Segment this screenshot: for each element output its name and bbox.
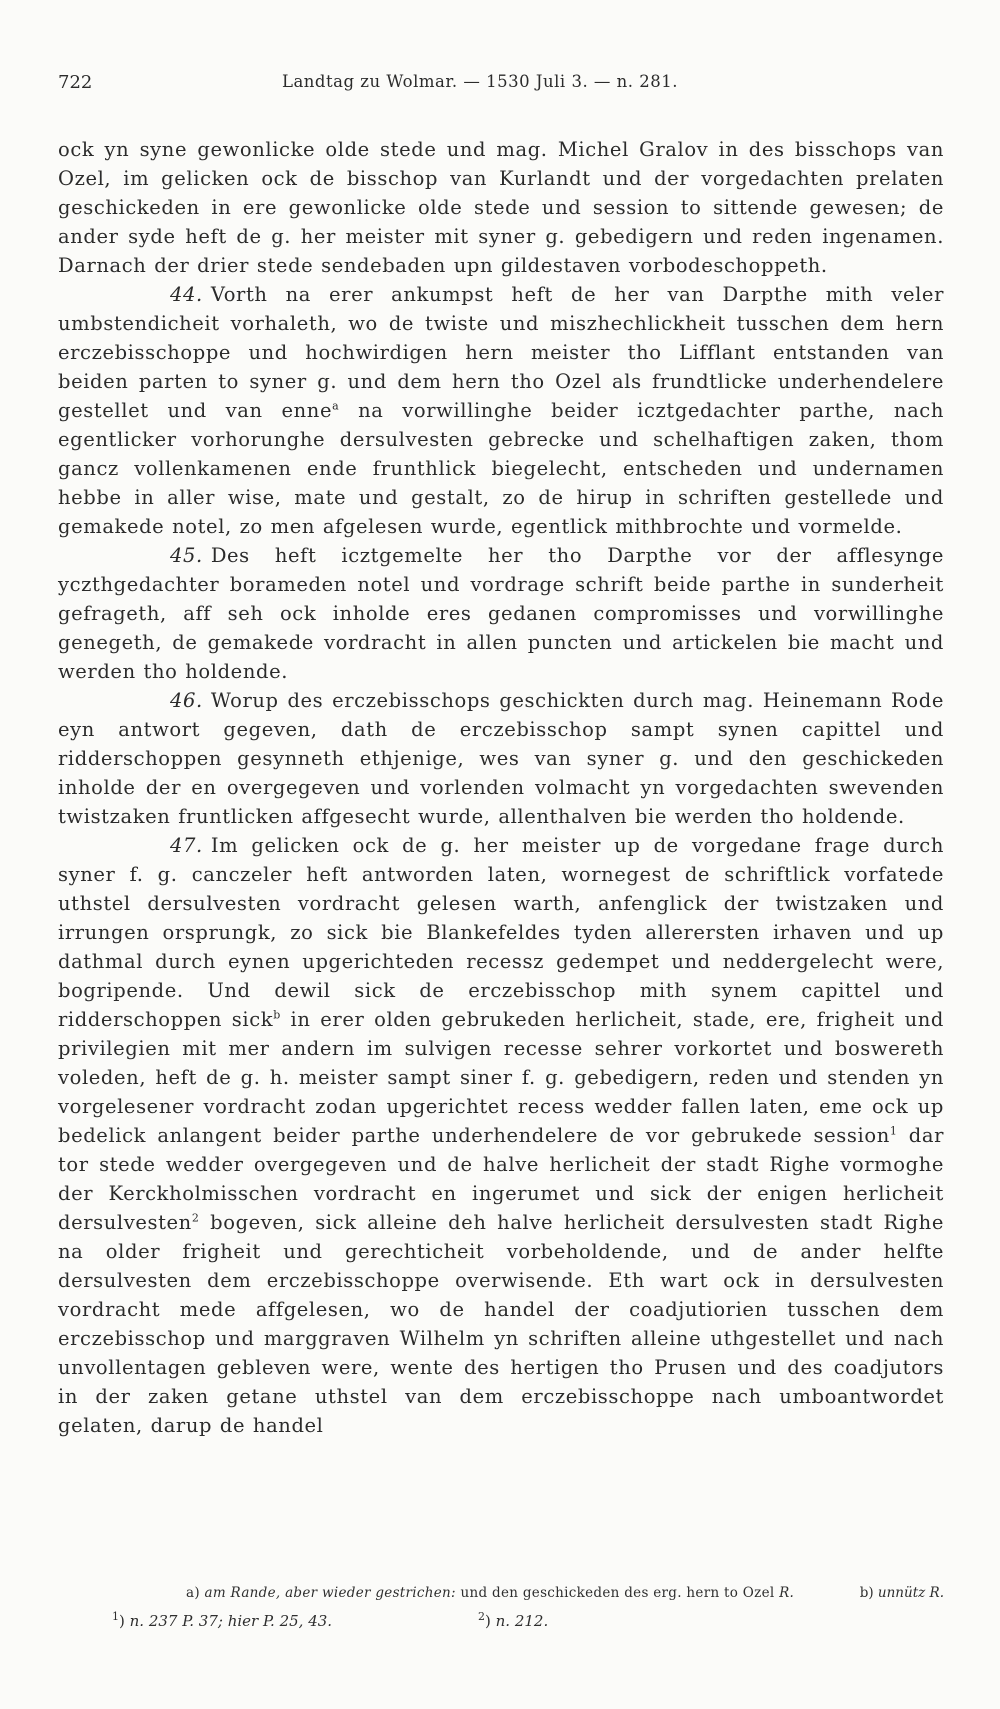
footnote-a-italic: am Rande, aber wieder gestrichen: (204, 1585, 456, 1601)
intro-text: ock yn syne gewonlicke olde stede und mag. Michel Gralov in des bisschops van Ozel, im gelicken ock de bisschop van Kurlandt und der vorgedachten prelaten geschickeden in ere gewonlicke olde stede und session to sittende gewesen; de ander syde heft de g. her meister mit syner g. gebedigern und reden ingenamen. Darnach der drier stede sendebaden upn gildestaven vorbodeschoppeth. (58, 138, 944, 277)
section-45 (58, 541, 944, 686)
page-header (58, 72, 948, 102)
section-44 (58, 280, 944, 541)
body-text (58, 135, 944, 1440)
section-number: 45. (170, 544, 203, 567)
running-head: Landtag zu Wolmar. — 1530 Juli 3. — n. 281. (282, 72, 679, 91)
section-number: 46. (170, 689, 203, 712)
section-47-text-a: Im gelicken ock de g. her meister up de vorgedane frage durch syner f. g. canczeler heft antworden laten, wornegest de schriftlick vorfatede uthstel dersulvesten vordracht gelesen warth, anfenglick der twistzaken und irrungen orsprungk, zo sick bie Blankefeldes tyden allerersten irhaven und up dathmal durch eynen upgerichteden recessz gedempet und neddergelecht were, bogripende. Und dewil sick de erczebisschop mith synem capittel und ridderschoppen sick (58, 834, 944, 1031)
reference-notes (58, 1610, 944, 1636)
section-44-text-b: na vorwillinghe beider icztgedachter parthe, nach egentlicker vorhorunghe dersulvesten gebrecke und schelhaftigen zaken, thom gancz vollenkamenen ende frunthlick biegelecht, entscheden und undernamen hebbe in aller wise, mate und gestalt, zo de hirup in schriften gestellede und gemakede notel, zo men afgelesen wurde, egentlick mithbrochte und vormelde. (58, 399, 944, 538)
footnote-marker-2: 2 (191, 1211, 200, 1225)
paragraph-intro (58, 135, 944, 280)
footnote-b-label: b) (859, 1585, 874, 1601)
section-47-text-b: in erer olden gebrukeden herlicheit, stade, ere, frigheit und privilegien mit mer andern im sulvigen recesse sehrer vorkortet und boswereth voleden, heft de g. h. meister sampt siner f. g. gebedigern, reden und stenden yn vorgelesener vordracht zodan upgerichtet recess wedder fallen laten, eme ock up bedelick anlangent beider parthe underhendelere de vor gebrukede session (58, 1008, 944, 1147)
footnote-1-text: n. 237 P. 37; hier P. 25, 43. (129, 1612, 333, 1630)
footnote-a-text: und den geschickeden des erg. hern to Ozel (460, 1585, 775, 1601)
section-47 (58, 831, 944, 1440)
section-47-text-d: bogeven, sick alleine deh halve herlicheit dersulvesten stadt Righe na older frigheit und gerechticheit vorbeholdende, und de ander helfte dersulvesten dem erczebisschoppe overwisende. Eth wart ock in dersulvesten vordracht mede affgelesen, wo de handel der coadjutiorien tusschen dem erczebisschop und marggraven Wilhelm yn schriften alleine uthgestellet und nach unvollentagen gebleven were, wente des hertigen tho Prusen und des coadjutors in der zaken getane uthstel van dem erczebisschoppe nach umboantwordet gelaten, darup de handel (58, 1211, 944, 1437)
footnote-b (860, 1582, 944, 1604)
section-46-text: Worup des erczebisschops geschickten durch mag. Heinemann Rode eyn antwort gegeven, dath de erczebisschop sampt synen capittel und ridderschoppen gesynneth ethjenige, wes van syner g. und den geschickeden inholde der en overgegeven und vorlenden volmacht yn vorgedachten swevenden twistzaken fruntlicken affgesecht wurde, allenthalven bie werden tho holdende. (58, 689, 944, 828)
footnote-marker-b: b (273, 1008, 281, 1022)
footnote-a-source: R. (779, 1585, 795, 1601)
section-45-text: Des heft icztgemelte her tho Darpthe vor der afflesynge yczthgedachter borameden notel und vordrage schrift beide parthe in sunderheit gefrageth, aff seh ock inholde eres gedanen compromisses und vorwillinghe genegeth, de gemakede vordracht in allen puncten und artickelen bie macht und werden tho holdende. (58, 544, 944, 683)
footnote-1-label: 1 (112, 1610, 119, 1623)
footnote-2: $^2$) n. 212. (478, 1610, 549, 1630)
footnote-2-label: 2 (478, 1610, 485, 1623)
footnote-b-text: unnütz R. (877, 1585, 944, 1601)
footnote-a-label: a) (186, 1585, 200, 1601)
section-44-text-a: Vorth na erer ankumpst heft de her van Darpthe mith veler umbstendicheit vorhaleth, wo de twiste und miszhechlickheit tusschen dem hern erczebisschoppe und hochwirdigen hern meister tho Lifflant entstanden van beiden parten to syner g. und dem hern tho Ozel als frundtlicke underhendelere gestellet und van enne (58, 283, 944, 422)
footnote-a (186, 1582, 794, 1604)
textual-notes (58, 1582, 944, 1606)
footnote-1: $^1$) n. 237 P. 37; hier P. 25, 43. (112, 1610, 333, 1630)
section-47-text-c: dar tor stede wedder overgegeven und de halve herlicheit der stadt Righe vormoghe der Kerckholmisschen vordracht en ingerumet und sick der enigen herlicheit dersulvesten (58, 1124, 945, 1234)
footnote-marker-a: a (332, 399, 340, 413)
footnote-2-text: n. 212. (495, 1612, 549, 1630)
page-number: 722 (58, 72, 93, 93)
section-46 (58, 686, 944, 831)
footnotes (58, 1582, 944, 1636)
section-number: 47. (170, 834, 203, 857)
section-number: 44. (170, 283, 203, 306)
footnote-marker-1: 1 (889, 1124, 898, 1138)
